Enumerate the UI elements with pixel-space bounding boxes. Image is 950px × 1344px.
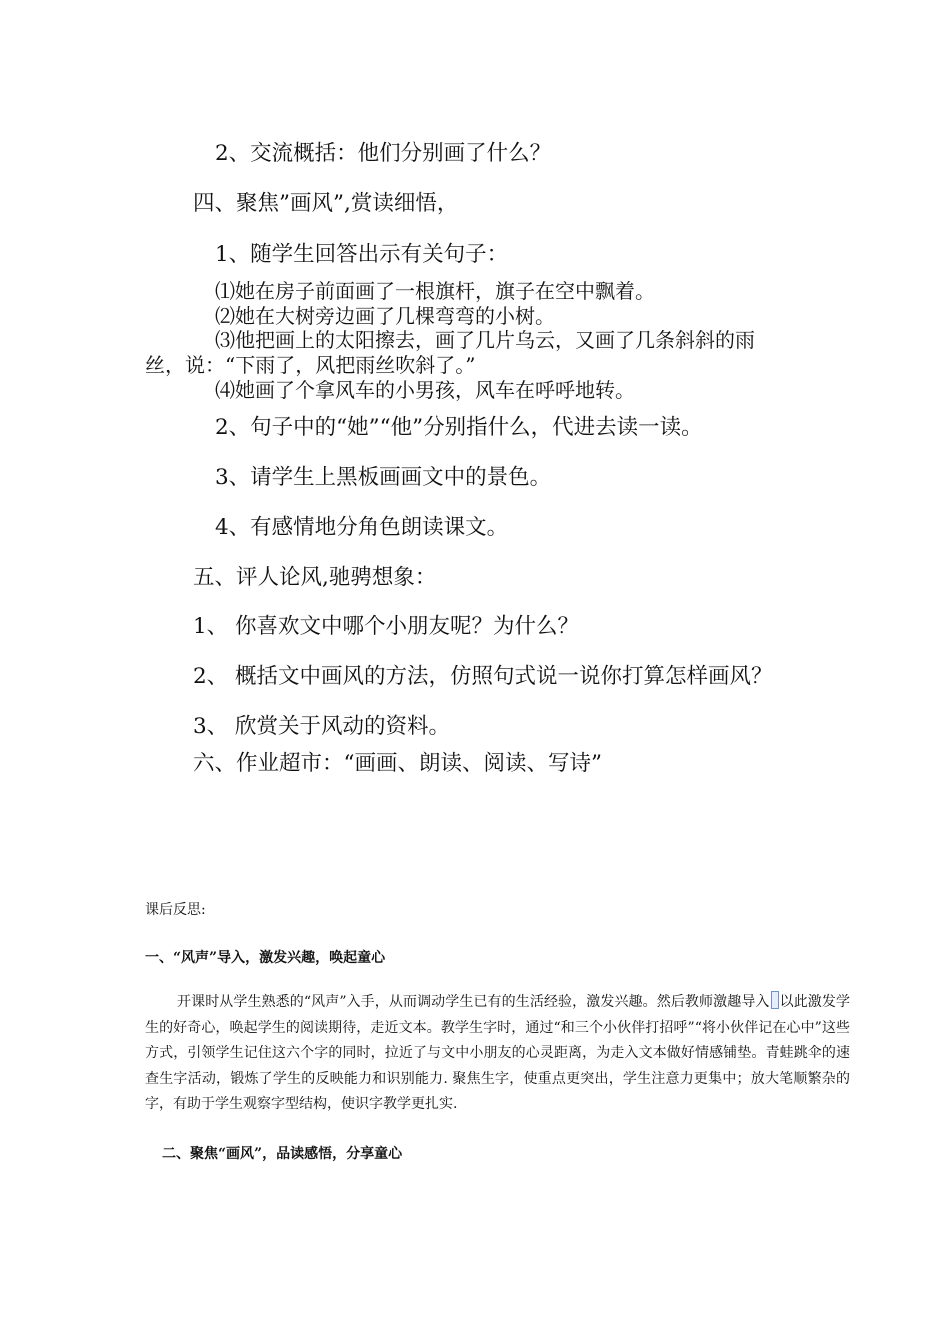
reflection-heading-2: 二、聚焦“画风”，品读感悟，分享童心 [162,1146,403,1162]
reflection-title: 课后反思: [145,902,206,918]
sentence-1: ⑴她在房子前面画了一根旗杆，旗子在空中飘着。 [215,279,655,303]
section-5-heading: 五、评人论风,驰骋想象： [193,565,437,590]
section-5-item-2: 2、 概括文中画风的方法，仿照句式说一说你打算怎样画风？ [193,664,773,689]
paragraph-text-start: 开课时从学生熟悉的“风声”入手，从而调动学生已有的生活经验，激发兴趣。然后教师激趣导入 [177,994,770,1010]
section-5-item-3: 3、 欣赏关于风动的资料。 [193,714,451,739]
reflection-heading-1: 一、“风声”导入，激发兴趣，唤起童心 [145,950,386,966]
section-4-item-3: 3、请学生上黑板画画文中的景色。 [215,465,552,490]
section-5-item-1: 1、 你喜欢文中哪个小朋友呢？为什么？ [193,614,580,639]
section-4-heading: 四、聚焦”画风”,赏读细悟， [193,191,459,216]
section-4-item-4: 4、有感情地分角色朗读课文。 [215,515,509,540]
section-6-heading: 六、作业超市：“画画、朗读、阅读、写诗” [193,751,602,776]
reflection-paragraph-1 [145,990,850,1118]
sentence-2: ⑵她在大树旁边画了几棵弯弯的小树。 [215,304,555,328]
sentence-3-line-2: 丝，说：“下雨了，风把雨丝吹斜了。” [145,353,476,377]
section-4-item-1: 1、随学生回答出示有关句子： [215,242,509,267]
sentence-3-line-1: ⑶他把画上的太阳擦去，画了几片乌云，又画了几条斜斜的雨 [215,328,755,352]
text-cursor-marker [771,991,779,1009]
sentence-4: ⑷她画了个拿风车的小男孩，风车在呼呼地转。 [215,378,635,402]
lesson-step-2: 2、交流概括：他们分别画了什么？ [215,141,552,166]
paragraph-text-rest: 以此激发学生的好奇心，唤起学生的阅读期待，走近文本。教学生字时，通过“和三个小伙伴打招呼”“将小伙伴记在心中”这些方式，引领学生记住这六个字的同时，拉近了与文中小朋友的心灵距离，为走入文本做好情感铺垫。青蛙跳伞的速查生字活动，锻炼了学生的反映能力和识别能力. 聚焦生字，使重点更突出，学生注意力更集中；放大笔顺繁杂的字，有助于学生观察字型结构，使识字教学更扎实. [145,994,851,1112]
section-4-item-2: 2、句子中的“她”“他”分别指什么，代进去读一读。 [215,415,703,440]
